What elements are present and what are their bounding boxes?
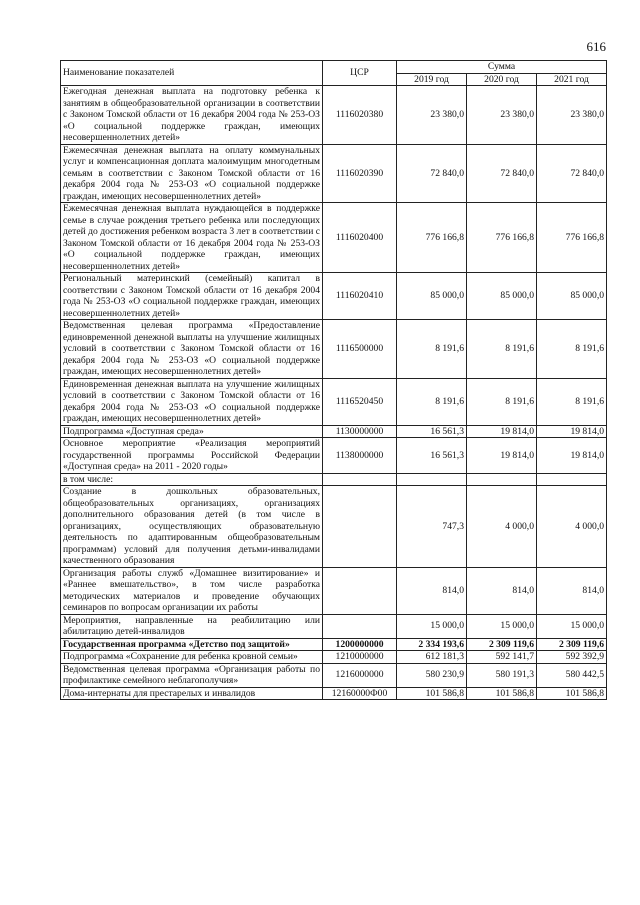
row-value-2019: 16 561,3 bbox=[397, 438, 467, 474]
row-value-2021: 101 586,8 bbox=[537, 687, 607, 700]
row-value-2019: 72 840,0 bbox=[397, 144, 467, 203]
table-row bbox=[61, 203, 607, 273]
table-row bbox=[61, 473, 607, 486]
row-value-2021: 19 814,0 bbox=[537, 438, 607, 474]
row-value-2019: 8 191,6 bbox=[397, 378, 467, 425]
table-header-row bbox=[61, 61, 607, 74]
header-year-2021: 2021 год bbox=[537, 73, 607, 86]
row-value-2019: 580 230,9 bbox=[397, 663, 467, 687]
row-value-2021: 814,0 bbox=[537, 567, 607, 614]
row-csr-cell: 1200000000 bbox=[323, 638, 397, 651]
row-value-2019: 747,3 bbox=[397, 486, 467, 568]
table-row bbox=[61, 651, 607, 664]
row-value-2019: 15 000,0 bbox=[397, 614, 467, 638]
table-row bbox=[61, 425, 607, 438]
row-value-2020: 15 000,0 bbox=[467, 614, 537, 638]
row-value-2019: 85 000,0 bbox=[397, 273, 467, 320]
row-name-cell: Региональный материнский (семейный) капитал в соответствии с Законом Томской области от 16 декабря 2004 года № 253-ОЗ «О социальной поддержке граждан, имеющих несовершеннолетних детей» bbox=[61, 273, 323, 320]
row-name-cell: Подпрограмма «Сохранение для ребенка кровной семьи» bbox=[61, 651, 323, 664]
row-value-2019: 814,0 bbox=[397, 567, 467, 614]
row-name-cell: Ежегодная денежная выплата на подготовку ребенка к занятиям в общеобразовательной организации в соответствии с Законом Томской области от 16 декабря 2004 года № 253-ОЗ «О социальной поддержке граждан, имеющих несовершеннолетних детей» bbox=[61, 86, 323, 145]
row-name-cell: Ведомственная целевая программа «Организация работы по профилактике семейного неблагополучия» bbox=[61, 663, 323, 687]
row-csr-cell bbox=[323, 614, 397, 638]
row-value-2020: 85 000,0 bbox=[467, 273, 537, 320]
table-row bbox=[61, 638, 607, 651]
row-value-2019 bbox=[397, 473, 467, 486]
table-row bbox=[61, 144, 607, 203]
table-row bbox=[61, 320, 607, 379]
header-csr: ЦСР bbox=[323, 61, 397, 86]
row-csr-cell bbox=[323, 486, 397, 568]
row-value-2020: 4 000,0 bbox=[467, 486, 537, 568]
table-row bbox=[61, 614, 607, 638]
row-value-2019: 16 561,3 bbox=[397, 425, 467, 438]
row-name-cell: в том числе: bbox=[61, 473, 323, 486]
row-csr-cell: 1116020380 bbox=[323, 86, 397, 145]
row-value-2020: 19 814,0 bbox=[467, 438, 537, 474]
row-value-2019: 101 586,8 bbox=[397, 687, 467, 700]
table-row bbox=[61, 486, 607, 568]
header-year-2019: 2019 год bbox=[397, 73, 467, 86]
row-csr-cell: 1116020390 bbox=[323, 144, 397, 203]
table-row bbox=[61, 567, 607, 614]
row-value-2019: 2 334 193,6 bbox=[397, 638, 467, 651]
row-value-2021: 4 000,0 bbox=[537, 486, 607, 568]
row-value-2019: 8 191,6 bbox=[397, 320, 467, 379]
row-value-2020: 592 141,7 bbox=[467, 651, 537, 664]
header-year-2020: 2020 год bbox=[467, 73, 537, 86]
row-value-2019: 612 181,3 bbox=[397, 651, 467, 664]
row-value-2021: 2 309 119,6 bbox=[537, 638, 607, 651]
row-name-cell: Подпрограмма «Доступная среда» bbox=[61, 425, 323, 438]
row-value-2021: 592 392,9 bbox=[537, 651, 607, 664]
row-value-2021 bbox=[537, 473, 607, 486]
row-value-2020: 2 309 119,6 bbox=[467, 638, 537, 651]
row-name-cell: Создание в дошкольных образовательных, общеобразовательных организациях, организациях дополнительного образования детей (в том числе в организациях, осуществляющих образовательную деятельность по адаптированным общеобразовательным программам) условий для получения детьми-инвалидами качественного образования bbox=[61, 486, 323, 568]
row-name-cell: Ежемесячная денежная выплата нуждающейся в поддержке семье в случае рождения третьего ребенка или последующих детей до достижения ребенком возраста 3 лет в соответствии с Законом Томской области от 16 декабря 2004 года № 253-ОЗ «О социальной поддержке граждан, имеющих несовершеннолетних детей» bbox=[61, 203, 323, 273]
row-value-2019: 776 166,8 bbox=[397, 203, 467, 273]
row-value-2020: 101 586,8 bbox=[467, 687, 537, 700]
row-csr-cell: 1116500000 bbox=[323, 320, 397, 379]
page-number: 616 bbox=[586, 39, 606, 54]
row-value-2021: 19 814,0 bbox=[537, 425, 607, 438]
row-value-2021: 23 380,0 bbox=[537, 86, 607, 145]
row-csr-cell: 1210000000 bbox=[323, 651, 397, 664]
row-name-cell: Основное мероприятие «Реализация мероприятий государственной программы Российской Федерации «Доступная среда» на 2011 - 2020 годы» bbox=[61, 438, 323, 474]
table-row bbox=[61, 687, 607, 700]
table-row bbox=[61, 273, 607, 320]
row-value-2021: 85 000,0 bbox=[537, 273, 607, 320]
row-csr-cell bbox=[323, 473, 397, 486]
header-sum: Сумма bbox=[397, 61, 607, 74]
row-value-2020: 580 191,3 bbox=[467, 663, 537, 687]
row-name-cell: Организация работы служб «Домашнее визитирование» и «Раннее вмешательство», в том числе разработка методических материалов и проведение обучающих семинаров по вопросам организации их работы bbox=[61, 567, 323, 614]
table-row bbox=[61, 663, 607, 687]
row-value-2020: 814,0 bbox=[467, 567, 537, 614]
row-value-2021: 8 191,6 bbox=[537, 378, 607, 425]
row-csr-cell: 1216000000 bbox=[323, 663, 397, 687]
row-value-2021: 8 191,6 bbox=[537, 320, 607, 379]
row-csr-cell: 1138000000 bbox=[323, 438, 397, 474]
row-value-2020: 8 191,6 bbox=[467, 320, 537, 379]
row-value-2021: 580 442,5 bbox=[537, 663, 607, 687]
row-csr-cell: 1116020400 bbox=[323, 203, 397, 273]
row-value-2021: 15 000,0 bbox=[537, 614, 607, 638]
row-value-2020: 19 814,0 bbox=[467, 425, 537, 438]
row-name-cell: Государственная программа «Детство под защитой» bbox=[61, 638, 323, 651]
table-row bbox=[61, 438, 607, 474]
budget-table bbox=[60, 60, 607, 700]
row-value-2020: 72 840,0 bbox=[467, 144, 537, 203]
header-name: Наименование показателей bbox=[61, 61, 323, 86]
row-value-2021: 776 166,8 bbox=[537, 203, 607, 273]
row-csr-cell: 1130000000 bbox=[323, 425, 397, 438]
row-value-2020 bbox=[467, 473, 537, 486]
row-csr-cell: 1116020410 bbox=[323, 273, 397, 320]
row-name-cell: Ведомственная целевая программа «Предоставление единовременной денежной выплаты на улучшение жилищных условий в соответствии с Законом Томской области от 16 декабря 2004 года № 253-ОЗ «О социальной поддержке граждан, имеющих несовершеннолетних детей» bbox=[61, 320, 323, 379]
table-row bbox=[61, 86, 607, 145]
row-value-2019: 23 380,0 bbox=[397, 86, 467, 145]
row-value-2020: 776 166,8 bbox=[467, 203, 537, 273]
row-name-cell: Мероприятия, направленные на реабилитацию или абилитацию детей-инвалидов bbox=[61, 614, 323, 638]
table-row bbox=[61, 378, 607, 425]
row-value-2021: 72 840,0 bbox=[537, 144, 607, 203]
row-csr-cell: 1116520450 bbox=[323, 378, 397, 425]
row-value-2020: 8 191,6 bbox=[467, 378, 537, 425]
row-csr-cell: 12160000Ф00 bbox=[323, 687, 397, 700]
row-name-cell: Ежемесячная денежная выплата на оплату коммунальных услуг и компенсационная доплата малоимущим многодетным семьям в соответствии с Законом Томской области от 16 декабря 2004 года № 253-ОЗ «О социальной поддержке граждан, имеющих несовершеннолетних детей» bbox=[61, 144, 323, 203]
row-name-cell: Дома-интернаты для престарелых и инвалидов bbox=[61, 687, 323, 700]
row-csr-cell bbox=[323, 567, 397, 614]
row-value-2020: 23 380,0 bbox=[467, 86, 537, 145]
row-name-cell: Единовременная денежная выплата на улучшение жилищных условий в соответствии с Законом Томской области от 16 декабря 2004 года № 253-ОЗ «О социальной поддержке граждан, имеющих несовершеннолетних детей» bbox=[61, 378, 323, 425]
